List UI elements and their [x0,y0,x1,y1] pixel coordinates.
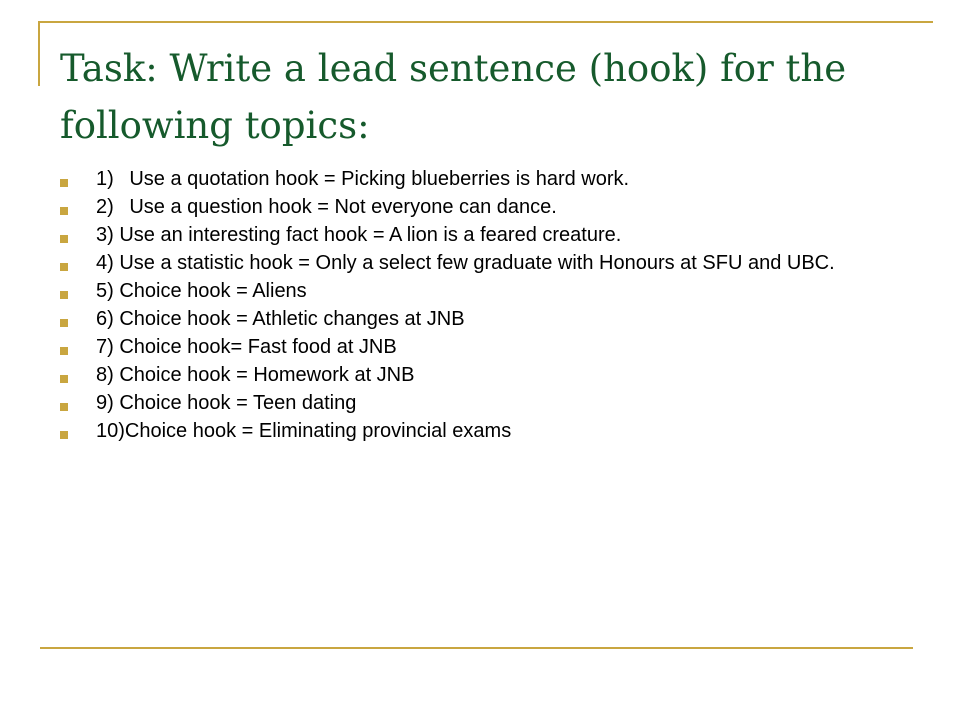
list-item [60,282,880,301]
list-item-text: 6) Choice hook = Athletic changes at JNB [96,308,465,330]
square-bullet-icon [60,207,68,215]
square-bullet-icon [60,179,68,187]
list-item-text: 4) Use a statistic hook = Only a select few graduate with Honours at SFU and UBC. [96,252,835,274]
topic-list [60,170,880,450]
list-item [60,198,880,217]
square-bullet-icon [60,431,68,439]
list-item-text: 3) Use an interesting fact hook = A lion is a feared creature. [96,224,622,246]
list-item [60,422,880,441]
square-bullet-icon [60,375,68,383]
square-bullet-icon [60,291,68,299]
list-item [60,394,880,413]
square-bullet-icon [60,319,68,327]
square-bullet-icon [60,403,68,411]
list-item-text: 8) Choice hook = Homework at JNB [96,364,415,386]
top-rule [40,21,933,23]
slide-title: Task: Write a lead sentence (hook) for the following topics: [60,47,847,147]
list-item [60,254,880,273]
list-item [60,226,880,245]
bottom-rule [40,647,913,649]
list-item-text: 7) Choice hook= Fast food at JNB [96,336,397,358]
list-item-text: 9) Choice hook = Teen dating [96,392,357,414]
square-bullet-icon [60,235,68,243]
list-item [60,338,880,357]
list-item-text: 5) Choice hook = Aliens [96,280,307,302]
list-item-text: 1) Use a quotation hook = Picking blueberries is hard work. [96,168,630,190]
list-item-text: 2) Use a question hook = Not everyone can dance. [96,196,557,218]
list-item [60,170,880,189]
list-item-text: 10)Choice hook = Eliminating provincial exams [96,420,512,442]
square-bullet-icon [60,347,68,355]
list-item [60,310,880,329]
left-rule [38,21,40,86]
list-item [60,366,880,385]
square-bullet-icon [60,263,68,271]
